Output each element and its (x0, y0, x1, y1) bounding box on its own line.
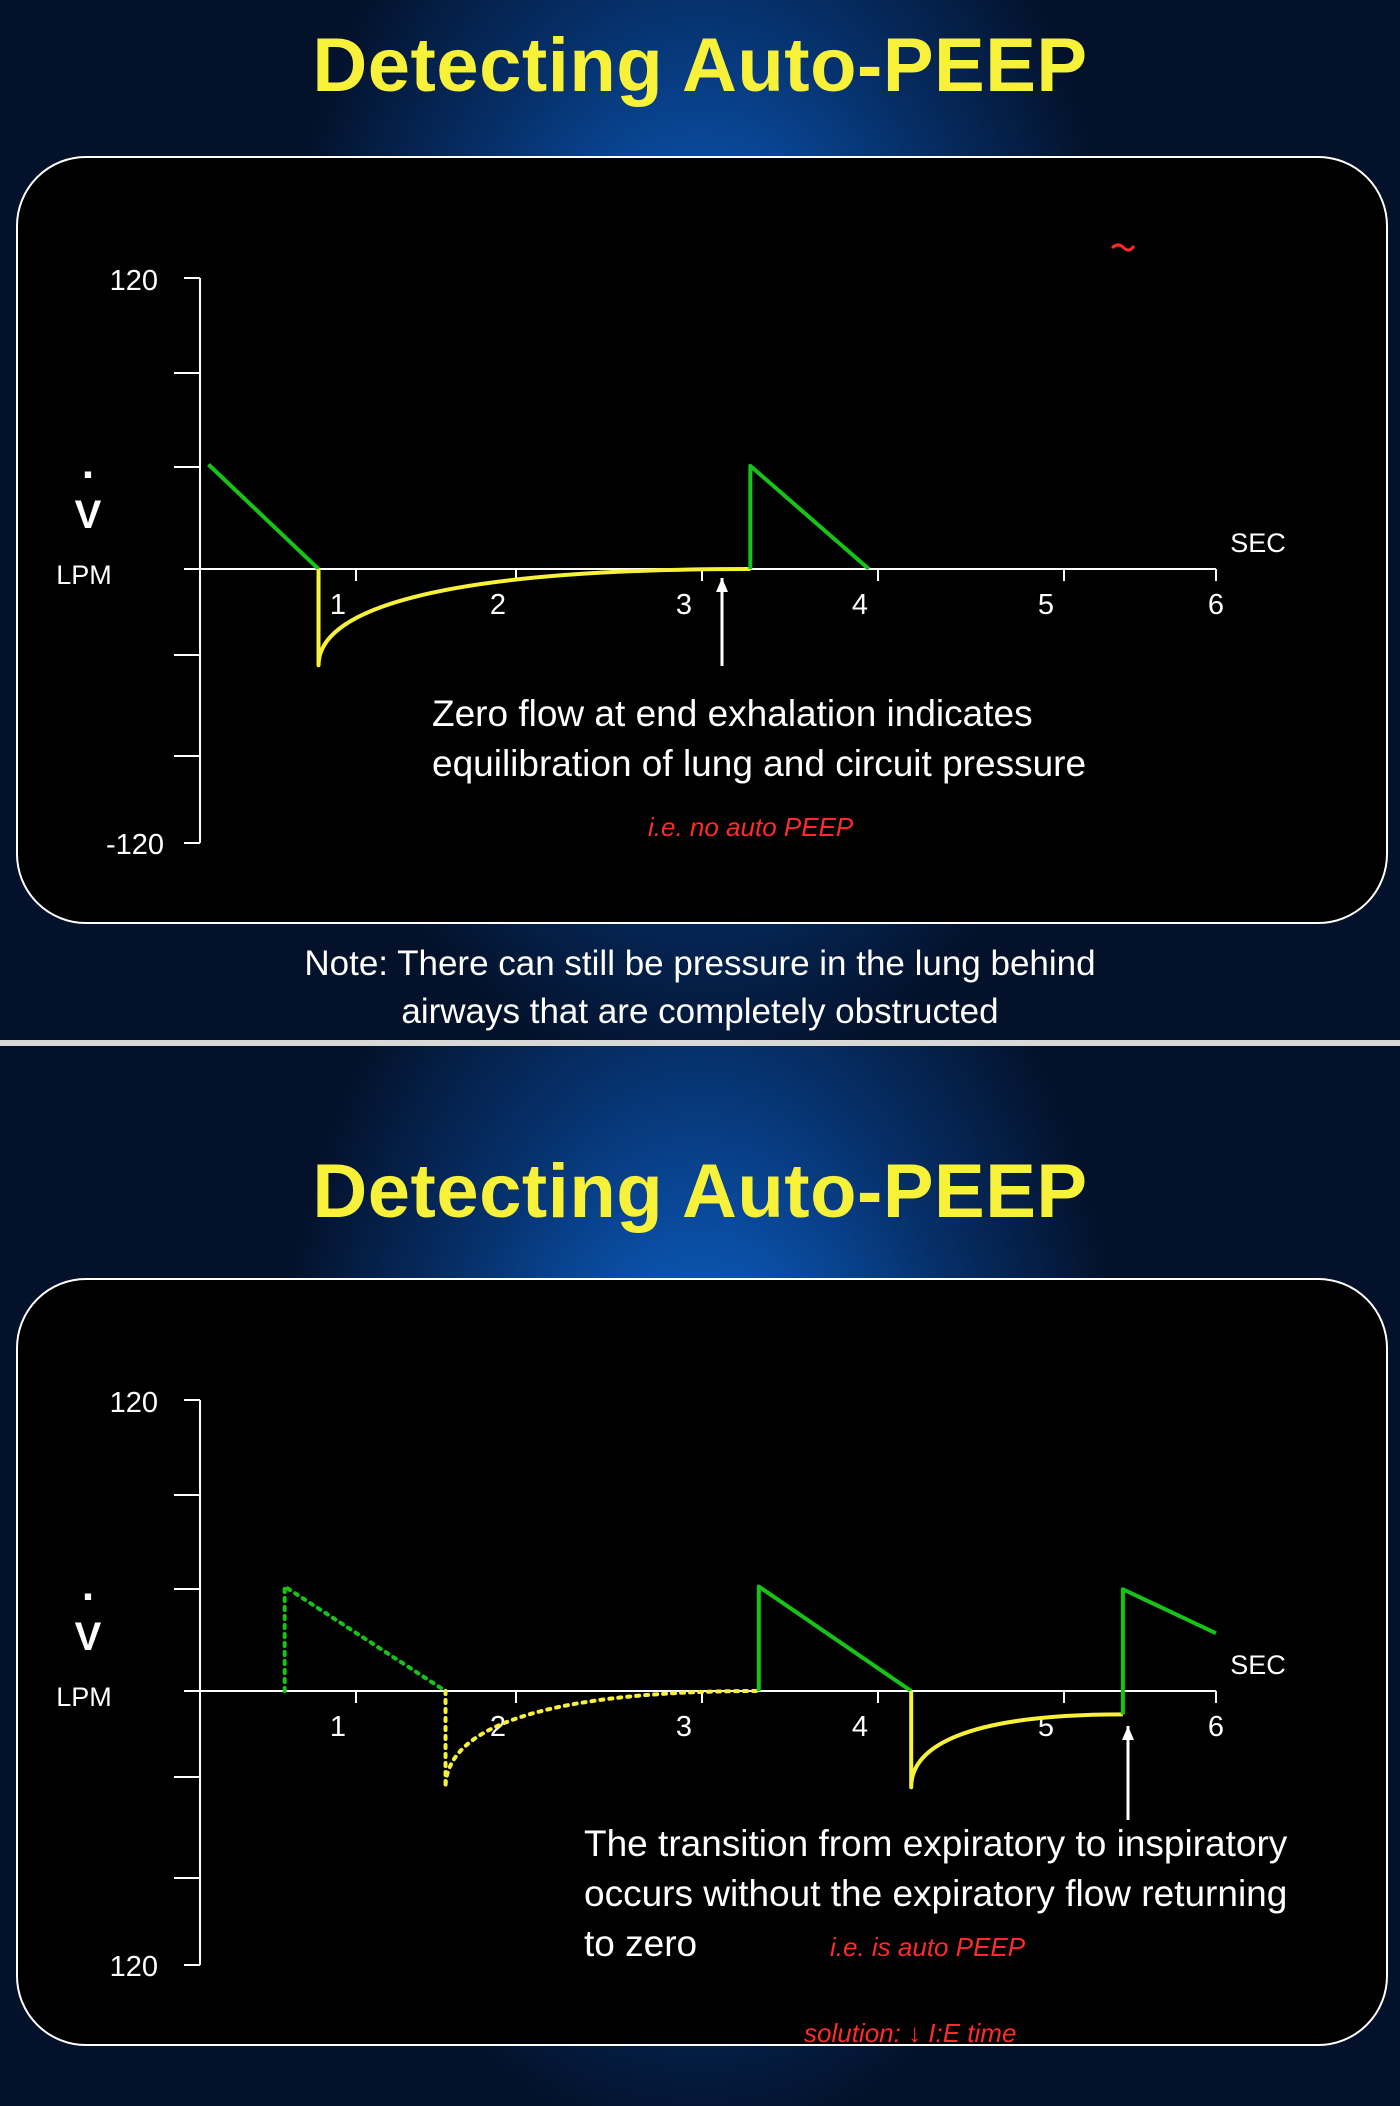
slide-1 (0, 0, 1400, 1040)
flow-chart (18, 1280, 1386, 2044)
inspiratory-flow-segment-3 (759, 1587, 911, 1692)
inspiratory-flow-segment-3 (750, 466, 869, 569)
transition-arrow (716, 578, 728, 666)
x-axis-unit: SEC (1230, 528, 1286, 558)
y-axis-symbol: V (74, 493, 102, 537)
annotation-line-1: Zero flow at end exhalation indicates (432, 693, 1033, 734)
x-tick-label: 3 (675, 1711, 693, 1743)
chart-panel (16, 156, 1388, 924)
x-tick-label: 4 (851, 589, 869, 621)
chart-panel (16, 1278, 1388, 2046)
transition-arrow (1122, 1726, 1134, 1820)
y-axis-dot: . (81, 1561, 95, 1610)
flow-chart (18, 158, 1386, 922)
slide-note (0, 940, 1400, 1036)
x-tick-label: 2 (489, 589, 507, 621)
series (208, 465, 868, 666)
x-ticks (330, 1691, 1224, 1743)
x-tick-label: 1 (329, 1711, 347, 1743)
inspiratory-flow-segment-5 (1123, 1589, 1216, 1714)
slide-2 (0, 1046, 1400, 2106)
y-tick-label-top: 120 (109, 1387, 158, 1419)
x-tick-label: 2 (489, 1711, 507, 1743)
handwritten-mark (1112, 245, 1134, 250)
x-tick-label: 6 (1207, 589, 1225, 621)
y-tick-label-bottom: 120 (109, 1951, 158, 1983)
y-axis-unit: LPM (56, 1682, 112, 1712)
y-tick-label-bottom: -120 (105, 829, 164, 861)
x-ticks (330, 569, 1224, 621)
series (285, 1587, 1216, 1788)
x-tick-label: 3 (675, 589, 693, 621)
annotation-line-2: equilibration of lung and circuit pressure (432, 743, 1087, 784)
annotation-line-1: The transition from expiratory to inspiratory (584, 1823, 1288, 1864)
handwritten-note: i.e. is auto PEEP (830, 1932, 1026, 1962)
y-axis-unit: LPM (56, 560, 112, 590)
annotation-line-2: occurs without the expiratory flow returning (584, 1873, 1288, 1914)
expiratory-flow-segment-4 (911, 1691, 1123, 1787)
dotted-inspiratory-flow-segment-1 (285, 1587, 446, 1692)
x-tick-label: 5 (1037, 589, 1055, 621)
slide-note-line-2: airways that are completely obstructed (401, 992, 999, 1031)
inspiratory-flow-segment-1 (208, 465, 318, 570)
slide-note-line-1: Note: There can still be pressure in the lung behind (304, 944, 1096, 983)
x-axis-unit: SEC (1230, 1650, 1286, 1680)
x-tick-label: 1 (329, 589, 347, 621)
handwritten-note-2: solution: ↓ I:E time (804, 2018, 1017, 2044)
x-tick-label: 5 (1037, 1711, 1055, 1743)
annotation-line-3: to zero (584, 1923, 698, 1964)
y-axis-dot: . (81, 439, 95, 488)
x-tick-label: 6 (1207, 1711, 1225, 1743)
handwritten-note: i.e. no auto PEEP (648, 812, 854, 842)
slide-title: Detecting Auto-PEEP (312, 23, 1088, 108)
slide-title: Detecting Auto-PEEP (312, 1149, 1088, 1234)
y-tick-label-top: 120 (109, 265, 158, 297)
y-axis-symbol: V (74, 1615, 102, 1659)
x-tick-label: 4 (851, 1711, 869, 1743)
